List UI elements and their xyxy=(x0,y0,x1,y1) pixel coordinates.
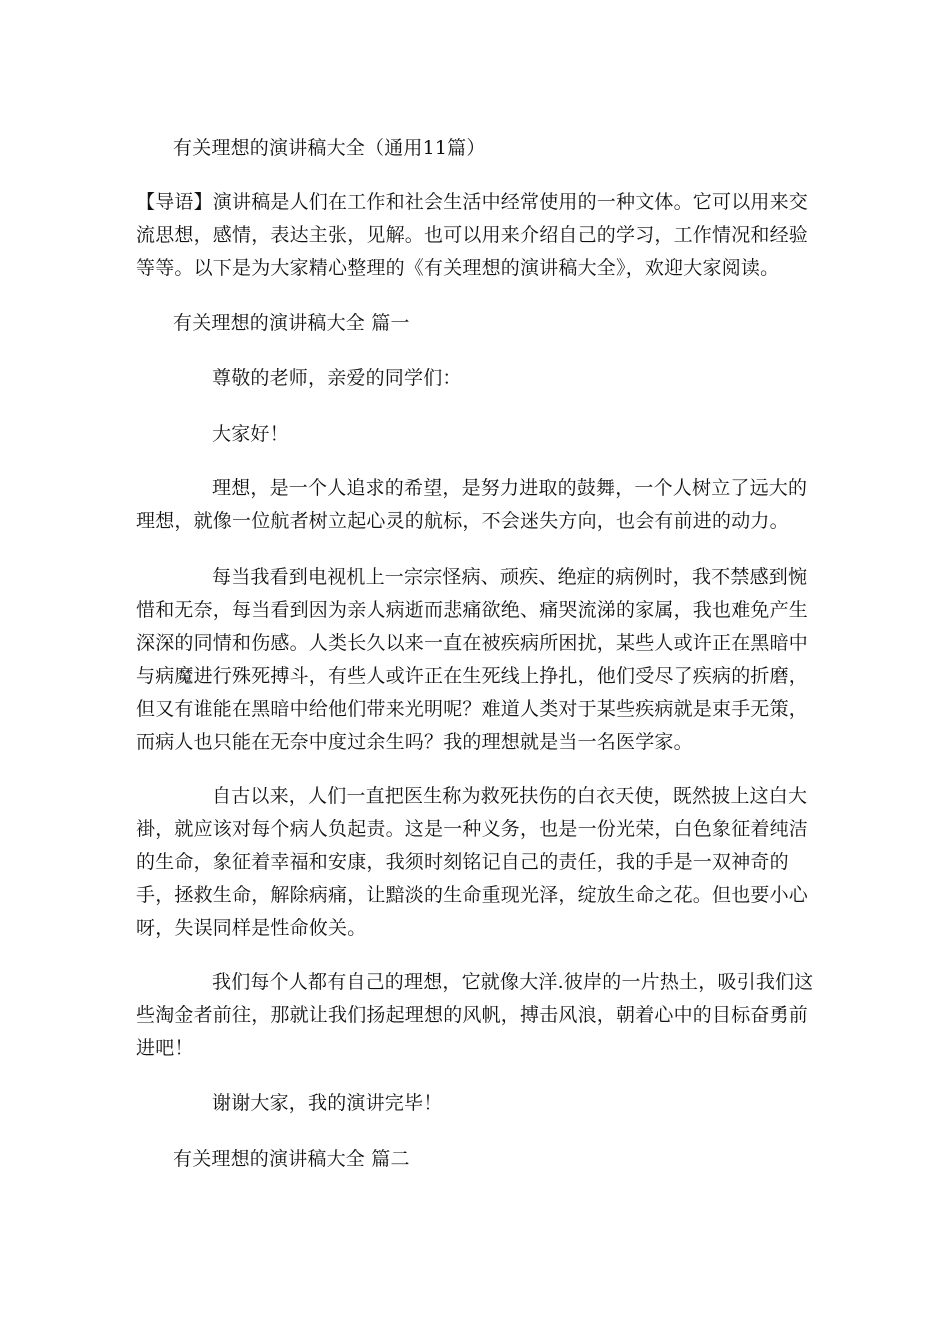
body-paragraph: 理想，是一个人追求的希望，是努力进取的鼓舞，一个人树立了远大的理想，就像一位航者树立起心灵的航标，不会迷失方向，也会有前进的动力。 xyxy=(136,477,808,532)
document-title: 有关理想的演讲稿大全（通用11篇） xyxy=(173,137,486,159)
section-heading-2: 有关理想的演讲稿大全 篇二 xyxy=(173,1148,410,1170)
body-paragraph: 每当我看到电视机上一宗宗怪病、顽疾、绝症的病例时，我不禁感到惋惜和无奈，每当看到因为亲人病逝而悲痛欲绝、痛哭流涕的家属，我也难免产生深深的同情和伤感。人类长久以来一直在被疾病所困扰，某些人或许正在黑暗中与病魔进行殊死搏斗，有些人或许正在生死线上挣扎，他们受尽了疾病的折磨，但又有谁能在黑暗中给他们带来光明呢？难道人类对于某些疾病就是束手无策，而病人也只能在无奈中度过余生吗？我的理想就是当一名医学家。 xyxy=(136,566,809,753)
greeting-line: 尊敬的老师，亲爱的同学们： xyxy=(212,367,462,389)
body-paragraph: 我们每个人都有自己的理想，它就像大洋.彼岸的一片热土，吸引我们这些淘金者前往，那就让我们扬起理想的风帆，搏击风浪，朝着心中的目标奋勇前进吧！ xyxy=(136,971,814,1059)
closing-line: 谢谢大家，我的演讲完毕！ xyxy=(212,1092,443,1114)
section-heading-1: 有关理想的演讲稿大全 篇一 xyxy=(173,312,410,334)
intro-paragraph: 【导语】演讲稿是人们在工作和社会生活中经常使用的一种文体。它可以用来交流思想，感情，表达主张，见解。也可以用来介绍自己的学习，工作情况和经验等等。以下是为大家精心整理的《有关理想的演讲稿大全》，欢迎大家阅读。 xyxy=(136,191,809,279)
greeting-hello: 大家好！ xyxy=(212,423,289,445)
body-paragraph: 自古以来，人们一直把医生称为救死扶伤的白衣天使，既然披上这白大褂，就应该对每个病人负起责。这是一种义务，也是一份光荣，白色象征着纯洁的生命，象征着幸福和安康，我须时刻铭记自己的责任，我的手是一双神奇的手，拯救生命，解除病痛，让黯淡的生命重现光泽，绽放生命之花。但也要小心呀，失误同样是性命攸关。 xyxy=(136,785,809,939)
